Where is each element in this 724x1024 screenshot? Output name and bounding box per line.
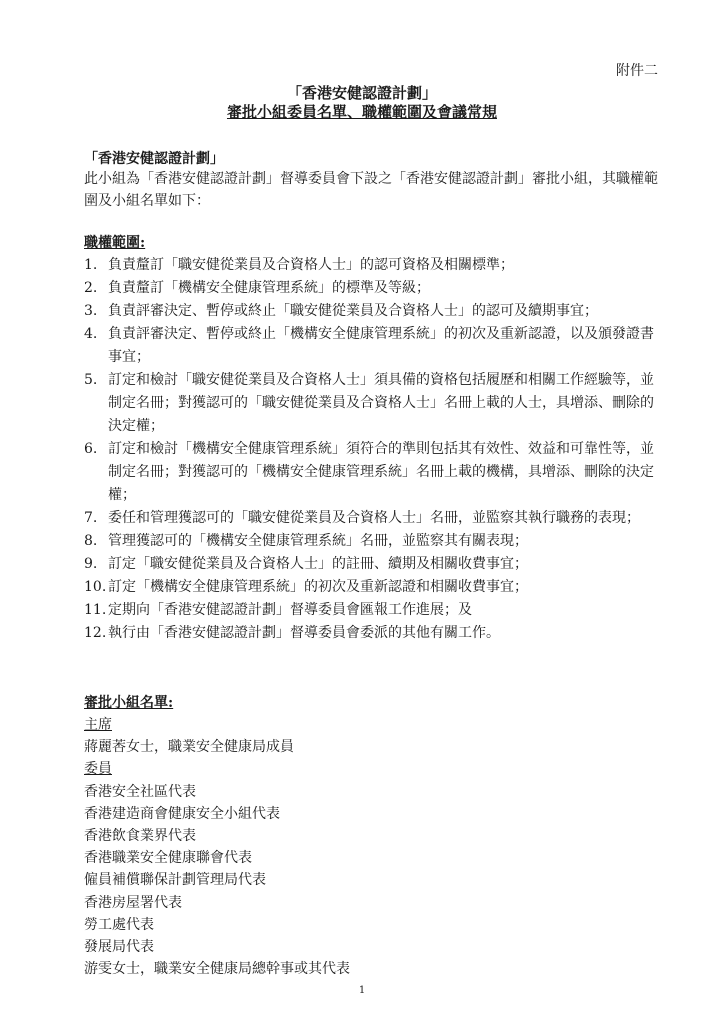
page-number: 1 [358,985,366,996]
scope-item-text: 定期向「香港安健認證計劃」督導委員會匯報工作進展；及 [108,602,472,618]
scope-item-number: 10. [84,579,107,595]
scope-item-number: 5. [84,372,98,388]
member-entry: 香港建造商會健康安全小組代表 [84,805,280,822]
scope-item-number: 4. [84,326,98,342]
member-role-heading: 委員 [84,761,112,778]
scope-item [84,323,664,369]
member-entry: 發展局代表 [84,939,154,956]
scope-item-text: 負責評審決定、暫停或終止「機構安全健康管理系統」的初次及重新認證，以及頒發證書事宜； [108,326,654,365]
scope-item-text: 負責評審決定、暫停或終止「職安健從業員及合資格人士」的認可及續期事宜； [108,303,598,319]
scope-item-text: 訂定和檢討「機構安全健康管理系統」須符合的準則包括其有效性、效益和可靠性等，並制定名冊；對獲認可的「機構安全健康管理系統」名冊上載的機構，具增添、刪除的決定權； [108,441,654,503]
scope-item [84,254,664,277]
section-title: 「香港安健認證計劃」 [84,151,224,167]
scope-item-text: 訂定「職安健從業員及合資格人士」的註冊、續期及相關收費事宜； [108,556,528,572]
scope-item-number: 12. [84,625,107,641]
member-entry: 香港飲食業界代表 [84,828,196,845]
members-heading: 審批小組名單: [84,695,174,711]
scope-item-text: 訂定「機構安全健康管理系統」的初次及重新認證和相關收費事宜； [108,579,528,595]
scope-item-number: 2. [84,280,98,296]
member-entry: 勞工處代表 [84,916,154,933]
members-list [84,714,664,980]
scope-item [84,277,664,300]
scope-item-text: 委任和管理獲認可的「職安健從業員及合資格人士」名冊，並監察其執行職務的表現； [108,510,640,526]
scope-item-number: 7. [84,510,98,526]
scope-item-text: 管理獲認可的「機構安全健康管理系統」名冊，並監察其有關表現； [108,533,528,549]
scope-item-text: 負責釐訂「機構安全健康管理系統」的標準及等級； [108,280,430,296]
scope-item-text: 執行由「香港安健認證計劃」督導委員會委派的其他有關工作。 [108,625,500,641]
scope-list [84,254,664,645]
scope-heading: 職權範圍: [84,235,146,251]
scope-item-number: 9. [84,556,98,572]
scope-item [84,622,664,645]
scope-item [84,369,664,438]
intro-paragraph: 此小組為「香港安健認證計劃」督導委員會下設之「香港安健認證計劃」審批小組，其職權範圍及小組名單如下： [84,171,658,209]
member-entry: 香港房屋署代表 [84,894,182,911]
scope-item [84,576,664,599]
scope-item [84,599,664,622]
scope-item [84,530,664,553]
scope-item [84,507,664,530]
member-entry: 蔣麗莕女士，職業安全健康局成員 [84,739,294,756]
document-title: 「香港安健認證計劃」 [286,84,437,102]
scope-item-number: 3. [84,303,98,319]
scope-item [84,438,664,507]
member-role-heading: 主席 [84,717,112,733]
scope-item-text: 負責釐訂「職安健從業員及合資格人士」的認可資格及相關標準； [108,257,514,273]
scope-item-number: 11. [84,602,107,618]
member-entry: 香港安全社區代表 [84,783,196,800]
document-subtitle: 審批小組委員名單、職權範圍及會議常規 [226,103,497,121]
scope-item [84,300,664,323]
annex-label: 附件二 [616,63,658,79]
member-entry: 香港職業安全健康聯會代表 [84,850,252,867]
scope-item [84,553,664,576]
scope-item-number: 1. [84,257,98,273]
scope-item-text: 訂定和檢討「職安健從業員及合資格人士」須具備的資格包括履歷和相關工作經驗等，並制定名冊；對獲認可的「職安健從業員及合資格人士」名冊上載的人士，具增添、刪除的決定權； [108,372,654,434]
scope-item-number: 8. [84,533,98,549]
member-entry: 僱員補償聯保計劃管理局代表 [84,872,266,889]
scope-item-number: 6. [84,441,98,457]
member-entry: 游雯女士，職業安全健康局總幹事或其代表 [84,961,350,978]
